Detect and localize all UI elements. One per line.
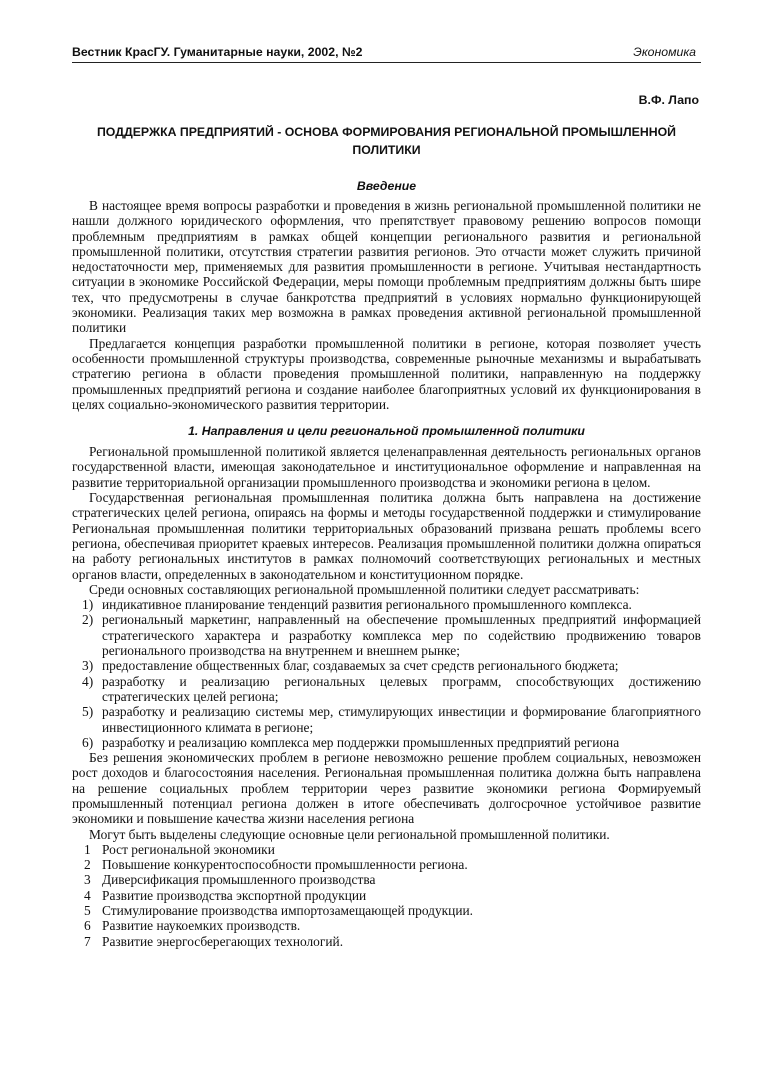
list-text: региональный маркетинг, направленный на обеспечение промышленных предприятий информацией стратегического характера и разработку комплекса мер по содействию продвижению товаров регионального производства на внутреннем и внешнем рынке; (102, 612, 701, 659)
list-number: 6 (84, 918, 91, 934)
paragraph: Региональной промышленной политикой является целенаправленная деятельность региональных органов государственной власти, имеющая законодательное и институциональное оформление и направленная на развитие территориальной организации промышленного производства и экономики региона в целом. (72, 444, 701, 490)
list-number: 3) (82, 658, 94, 674)
intro-heading: Введение (356, 179, 417, 193)
list-item (72, 888, 701, 903)
paragraph: Среди основных составляющих региональной промышленной политики следует рассматривать: (89, 581, 640, 597)
list-number: 2) (82, 612, 94, 628)
list-text: разработку и реализацию региональных целевых программ, способствующих достижению стратегических целей региона; (102, 673, 701, 704)
list-number: 3 (84, 872, 91, 888)
list-text: разработку и реализацию комплекса мер поддержки промышленных предприятий региона (102, 734, 620, 750)
list-text: Развитие производства экспортной продукции (102, 887, 367, 903)
goals-list (72, 842, 701, 949)
list-number: 5 (84, 903, 91, 919)
list-text: Диверсификация промышленного производства (102, 872, 376, 888)
journal-name: Вестник КрасГУ. Гуманитарные науки, 2002, №2 (72, 45, 363, 59)
list-number: 5) (82, 704, 94, 720)
list-number: 1) (82, 597, 94, 613)
components-list (72, 597, 701, 750)
list-text: разработку и реализацию системы мер, стимулирующих инвестиции и формирование благоприятного инвестиционного климата в регионе; (102, 704, 701, 735)
list-item (72, 918, 701, 933)
list-item (72, 674, 701, 705)
article-title: ПОДДЕРЖКА ПРЕДПРИЯТИЙ - ОСНОВА ФОРМИРОВАНИЯ РЕГИОНАЛЬНОЙ ПРОМЫШЛЕННОЙ ПОЛИТИКИ (96, 125, 677, 157)
list-item (72, 934, 701, 949)
list-text: индикативное планирование тенденций развития регионального промышленного комплекса. (102, 597, 632, 613)
list-item (72, 658, 701, 673)
list-number: 6) (82, 734, 94, 750)
list-text: Рост региональной экономики (102, 841, 275, 857)
section-name: Экономика (633, 45, 696, 59)
list-text: Стимулирование производства импортозамещающей продукции. (102, 903, 473, 919)
list-number: 2 (84, 857, 91, 873)
list-text: предоставление общественных благ, создаваемых за счет средств регионального бюджета; (102, 658, 619, 674)
list-number: 1 (84, 841, 91, 857)
list-item (72, 704, 701, 735)
running-header (72, 44, 701, 63)
author: В.Ф. Лапо (638, 93, 699, 107)
list-number: 7 (84, 933, 91, 949)
list-item (72, 597, 701, 612)
paragraph: В настоящее время вопросы разработки и проведения в жизнь региональной промышленной политики не нашли должного юридического оформления, что препятствует правовому решению вопросов помощи проблемным предприятиям в рамках общей концепции регионального развития и региональной промышленной политики, отсутствия стратегии развития регионов. Это отчасти может служить причиной недостаточности мер, применяемых для развития промышленности в регионе. Учитывая нестандартность ситуации в экономике Российской Федерации, меры помощи проблемным предприятиям должны быть шире тех, что предусмотрены в случае банкротства предприятий в условиях нормально функционирующей экономики. Реализация таких мер возможна в рамках проведения активной региональной промышленной политики (72, 198, 701, 336)
list-text: Развитие энергосберегающих технологий. (102, 933, 344, 949)
list-item (72, 842, 701, 857)
list-item (72, 857, 701, 872)
paragraph: Предлагается концепция разработки промышленной политики в регионе, которая позволяет учесть особенности промышленной структуры производства, современные рыночные механизмы и вырабатывать стратегию региона в области проведения промышленной политики, направленную на поддержку промышленных предприятий региона и создание наиболее благоприятных условий их функционирования в целях социально-экономического развития территории. (72, 335, 701, 412)
list-number: 4) (82, 673, 94, 689)
list-item (72, 903, 701, 918)
article-body (72, 178, 701, 949)
section-heading: 1. Направления и цели региональной промышленной политики (188, 424, 585, 439)
list-item (72, 872, 701, 887)
list-item (72, 612, 701, 658)
list-item (72, 735, 701, 750)
list-text: Развитие наукоемких производств. (102, 918, 301, 934)
list-number: 4 (84, 887, 91, 903)
list-text: Повышение конкурентоспособности промышленности региона. (102, 857, 468, 873)
paragraph: Государственная региональная промышленная политика должна быть направлена на достижение стратегических целей региона, опираясь на формы и методы государственной поддержки и стимулирование Региональная промышленная политики территориальных образований призвана решать проблемы всего региона, обеспечивая приоритет краевых интересов. Реализация промышленной политики должна опираться на работу региональных институтов в рамках полномочий соответствующих региональных и местных органов власти, определенных в законодательном и конституционном порядке. (72, 490, 701, 582)
paragraph: Без решения экономических проблем в регионе невозможно решение проблем социальных, невозможен рост доходов и благосостояния населения. Региональная промышленная политика должна быть направлена на решение социальных проблем территории через развитие экономики региона Формируемый промышленный потенциал региона должен в итоге обеспечивать долгосрочное устойчивое развитие экономики и повышение качества жизни населения региона (72, 750, 701, 827)
paragraph: Могут быть выделены следующие основные цели региональной промышленной политики. (89, 826, 610, 842)
